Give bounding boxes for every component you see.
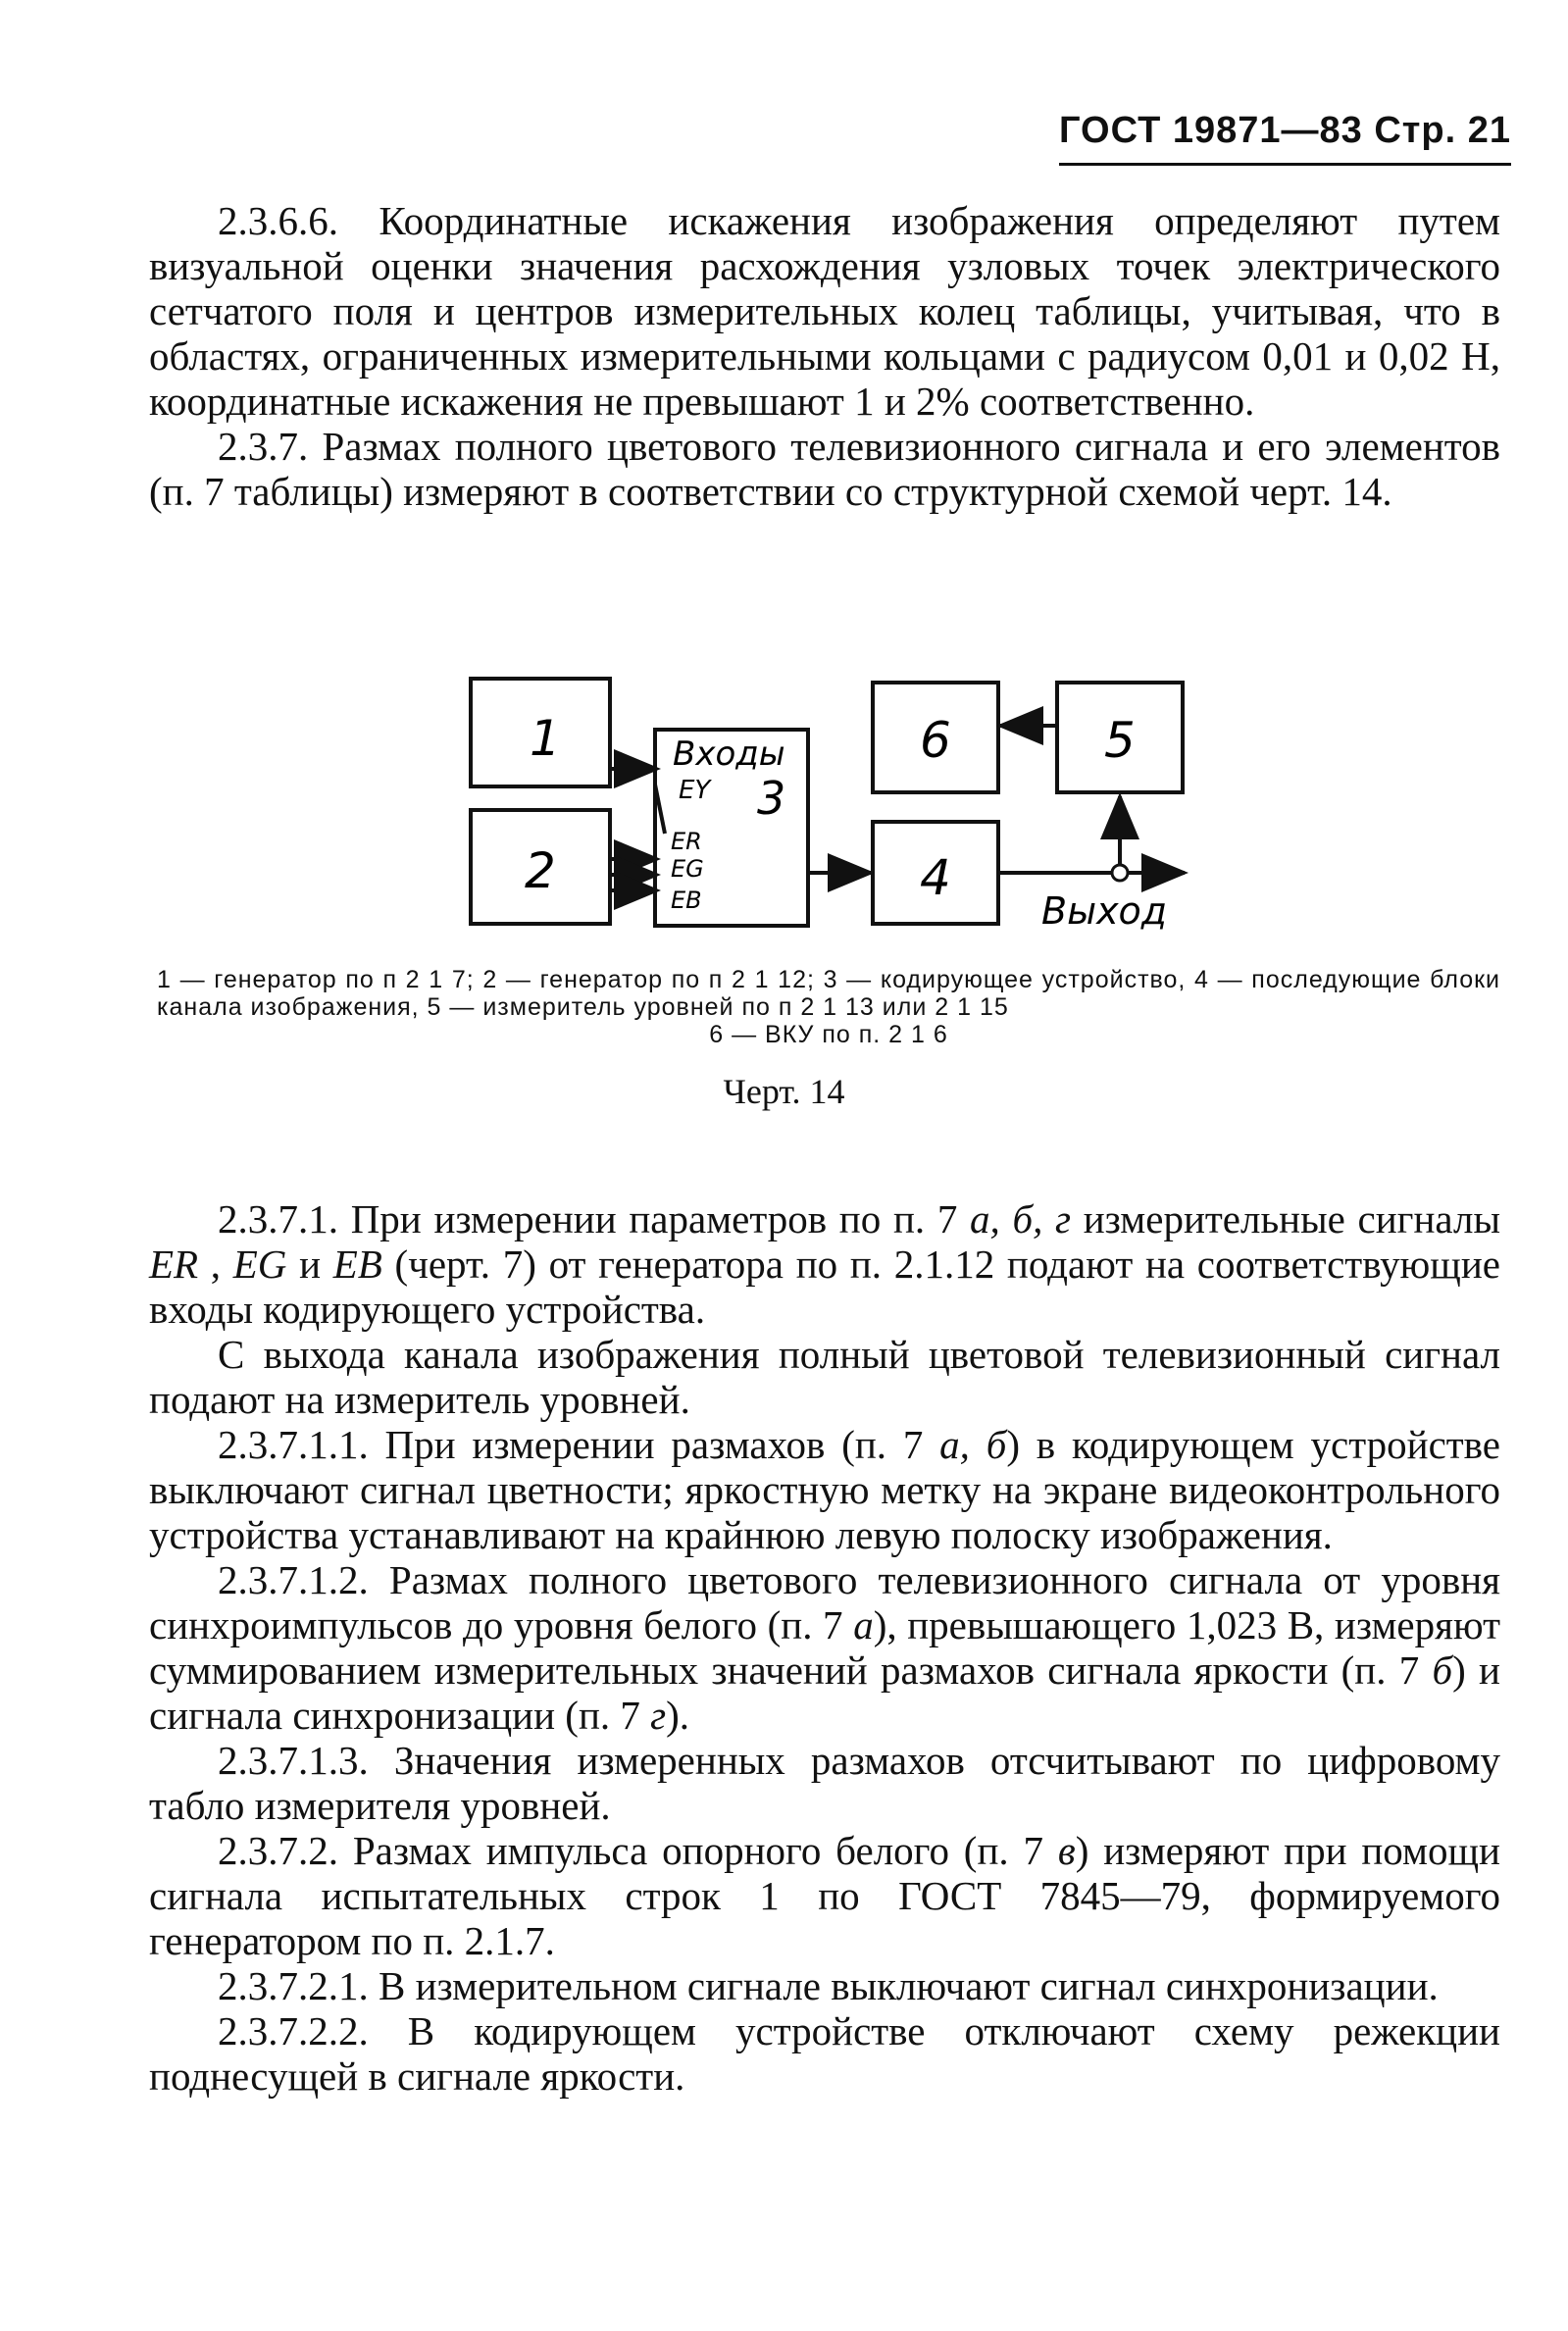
text-run: ) и сигнала синхронизации (п. 7 xyxy=(149,1647,1500,1738)
text-run: ) измеряют при помощи сигнала испытательных строк 1 по ГОСТ 7845—79, формируемого генератором по п. 2.1.7. xyxy=(149,1828,1500,1963)
text-run: , xyxy=(198,1242,233,1287)
block-1-label: 1 xyxy=(530,710,561,767)
paragraph-2-3-7: 2.3.7. Размах полного цветового телевизионного сигнала и его элементов (п. 7 таблицы) измеряют в соответствии со структурной схемой черт. 14. xyxy=(149,424,1500,514)
text-run: 2.3.7.1. При измерении параметров по п. 7 xyxy=(218,1196,971,1242)
page-header xyxy=(1059,110,1511,152)
block-6-label: 6 xyxy=(920,712,951,769)
figure-title: Черт. 14 xyxy=(723,1072,845,1111)
signal-eg: EG xyxy=(232,1242,287,1287)
input-eb: EB xyxy=(671,887,702,914)
paragraph-2-3-7-2-2: 2.3.7.2.2. В кодирующем устройстве отключают схему режекции поднесущей в сигнале яркости. xyxy=(149,2008,1500,2099)
paragraph-2-3-7-1 xyxy=(149,1196,1500,1332)
block-diagram xyxy=(461,667,1206,961)
text-run: ) в кодирующем устройстве выключают сигнал цветности; яркостную метку на экране видеоконтрольного устройства устанавливают на крайнюю левую полоску изображения. xyxy=(149,1422,1500,1557)
output-node xyxy=(1112,865,1128,881)
text-run: и xyxy=(286,1242,333,1287)
block-4-label: 4 xyxy=(920,849,951,906)
paragraph-2-3-7-2-1: 2.3.7.2.1. В измерительном сигнале выключают сигнал синхронизации. xyxy=(218,1963,1439,2008)
paragraph-2-3-7-1-2 xyxy=(149,1557,1500,1738)
text-run-italic: а, б xyxy=(939,1422,1007,1467)
figure-legend xyxy=(157,966,1500,1048)
input-eg: EG xyxy=(671,855,704,883)
block-diagram-svg xyxy=(461,667,1206,961)
header-text: ГОСТ 19871—83 Стр. 21 xyxy=(1058,110,1511,151)
text-run-italic: г xyxy=(650,1693,667,1738)
header-rule xyxy=(1059,163,1511,166)
text-run: ), превышающего 1,023 В, измеряют суммированием измерительных значений размахов сигнала яркости (п. 7 xyxy=(149,1602,1500,1693)
block-2-label: 2 xyxy=(525,842,556,899)
text-run-italic: в xyxy=(1057,1828,1076,1873)
signal-eb: EB xyxy=(332,1242,382,1287)
paragraph-2-3-6-6: 2.3.6.6. Координатные искажения изображения определяют путем визуальной оценки значения расхождения узловых точек электрического сетчатого поля и центров измерительных колец таблицы, учитывая, что в областях, ограниченных измерительными кольцами с радиусом 0,01 и 0,02 Н, координатные искажения не превышают 1 и 2% соответственно. xyxy=(149,198,1500,424)
text-run: ). xyxy=(666,1693,690,1738)
text-run: измерительные сигналы xyxy=(1071,1196,1500,1242)
signal-er: ER xyxy=(149,1242,199,1287)
inputs-label: Входы xyxy=(673,735,785,774)
text-run: (черт. 7) от генератора по п. 2.1.12 подают на соответствующие входы кодирующего устройства. xyxy=(149,1242,1500,1332)
block-5-label: 5 xyxy=(1104,712,1136,769)
block-3-label: 3 xyxy=(757,772,786,825)
top-text-block xyxy=(149,198,1500,514)
paragraph-2-3-7-1-3: 2.3.7.1.3. Значения измеренных размахов отсчитывают по цифровому табло измерителя уровней. xyxy=(149,1738,1500,1828)
text-run: 2.3.7.1.2. Размах полного цветового телевизионного сигнала от уровня синхроимпульсов до уровня белого (п. 7 xyxy=(149,1557,1500,1647)
bottom-text-block xyxy=(149,1196,1500,2099)
text-run: 2.3.7.2. Размах импульса опорного белого (п. 7 xyxy=(218,1828,1058,1873)
text-run-italic: а xyxy=(853,1602,874,1647)
text-run-italic: б xyxy=(1432,1647,1453,1693)
text-run: 2.3.7.1.1. При измерении размахов (п. 7 xyxy=(218,1422,940,1467)
legend-line-2: 6 — ВКУ по п. 2 1 6 xyxy=(709,1021,948,1048)
legend-line-1: 1 — генератор по п 2 1 7; 2 — генератор по п 2 1 12; 3 — кодирующее устройство, 4 — последующие блоки канала изображения, 5 — измеритель уровней по п 2 1 13 или 2 1 15 xyxy=(157,966,1500,1021)
input-er: ER xyxy=(671,828,702,855)
input-ey: EY xyxy=(679,776,711,805)
paragraph-output: С выхода канала изображения полный цветовой телевизионный сигнал подают на измеритель уровней. xyxy=(149,1332,1500,1422)
paragraph-2-3-7-1-1 xyxy=(149,1422,1500,1557)
output-label: Выход xyxy=(1041,889,1168,933)
text-run-italic: а, б, г xyxy=(970,1196,1072,1242)
paragraph-2-3-7-2 xyxy=(149,1828,1500,1963)
